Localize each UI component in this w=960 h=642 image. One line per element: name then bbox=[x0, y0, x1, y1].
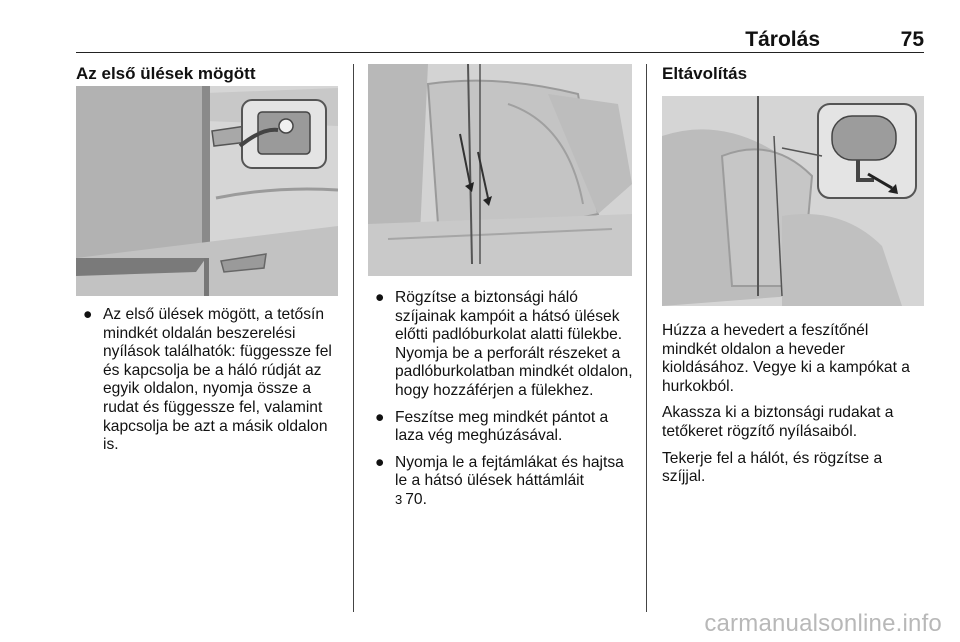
illustration-strap-hooks bbox=[368, 64, 632, 276]
col3-text-wrap bbox=[662, 322, 924, 495]
illustration-net-mounting bbox=[76, 86, 338, 296]
page-number: 75 bbox=[900, 28, 924, 51]
col3-paragraph-2: Akassza ki a biztonsági rudakat a tetőkeret rögzítő nyílásaiból. bbox=[662, 404, 894, 440]
col3-paragraph-3: Tekerje fel a hálót, és rögzítse a szíjjal. bbox=[662, 449, 883, 486]
bullet-dot-icon: ● bbox=[375, 453, 385, 471]
xref-page-link[interactable]: 70. bbox=[405, 490, 427, 508]
column-divider-1 bbox=[353, 64, 354, 612]
header-rule bbox=[76, 52, 924, 53]
watermark: carmanualsonline.info bbox=[704, 610, 942, 637]
col1-bullets-wrap bbox=[76, 306, 342, 463]
illustration-removal bbox=[662, 96, 924, 306]
triangle-right-icon: 3 bbox=[395, 491, 403, 507]
bullet-dot-icon: ● bbox=[375, 408, 385, 426]
column-1 bbox=[76, 64, 340, 84]
page-header bbox=[76, 28, 924, 54]
section-title: Tárolás bbox=[745, 28, 820, 51]
col2-bullet-list bbox=[368, 289, 638, 510]
list-item: ● Az első ülések mögött, a tetősín mindkét oldalán beszerelési nyílások találhatók: függessze fel és kapcsolja be a háló rúdját az egyik oldalon, nyomja össze a rudat és függessze fel, valamint kapcsolja be azt a másik oldalon is. bbox=[83, 306, 332, 454]
column-3 bbox=[662, 64, 924, 84]
figure-strap-hooks bbox=[368, 64, 632, 276]
figure-net-mounting bbox=[76, 86, 338, 296]
column-divider-2 bbox=[646, 64, 647, 612]
col1-bullet-list bbox=[76, 306, 342, 455]
col3-heading: Eltávolítás bbox=[662, 64, 748, 83]
bullet-dot-icon: ● bbox=[375, 289, 385, 306]
bullet-dot-icon: ● bbox=[83, 306, 93, 323]
list-item: ● Rögzítse a biztonsági háló szíjainak kampóit a hátsó ülések előtti padlóburkolat alatti fülekbe. Nyomja be a perforált részeket a padlóburkolatban mindkét oldalon, hogy hozzáférjen a fülekhez. bbox=[375, 289, 633, 399]
col3-paragraph-1: Húzza a hevedert a feszítőnél mindkét oldalon a heveder kioldásához. Vegye ki a kampókat a hurkokból. bbox=[662, 322, 910, 395]
list-item: ● Feszítse meg mindkét pántot a laza vég meghúzásával. bbox=[375, 408, 609, 445]
list-item: ● Nyomja le a fejtámlákat és hajtsa le a hátsó ülések háttámláit 3 70. bbox=[375, 453, 624, 508]
col2-bullets-wrap bbox=[368, 289, 638, 518]
col1-heading: Az első ülések mögött bbox=[76, 64, 256, 83]
figure-removal bbox=[662, 96, 924, 306]
